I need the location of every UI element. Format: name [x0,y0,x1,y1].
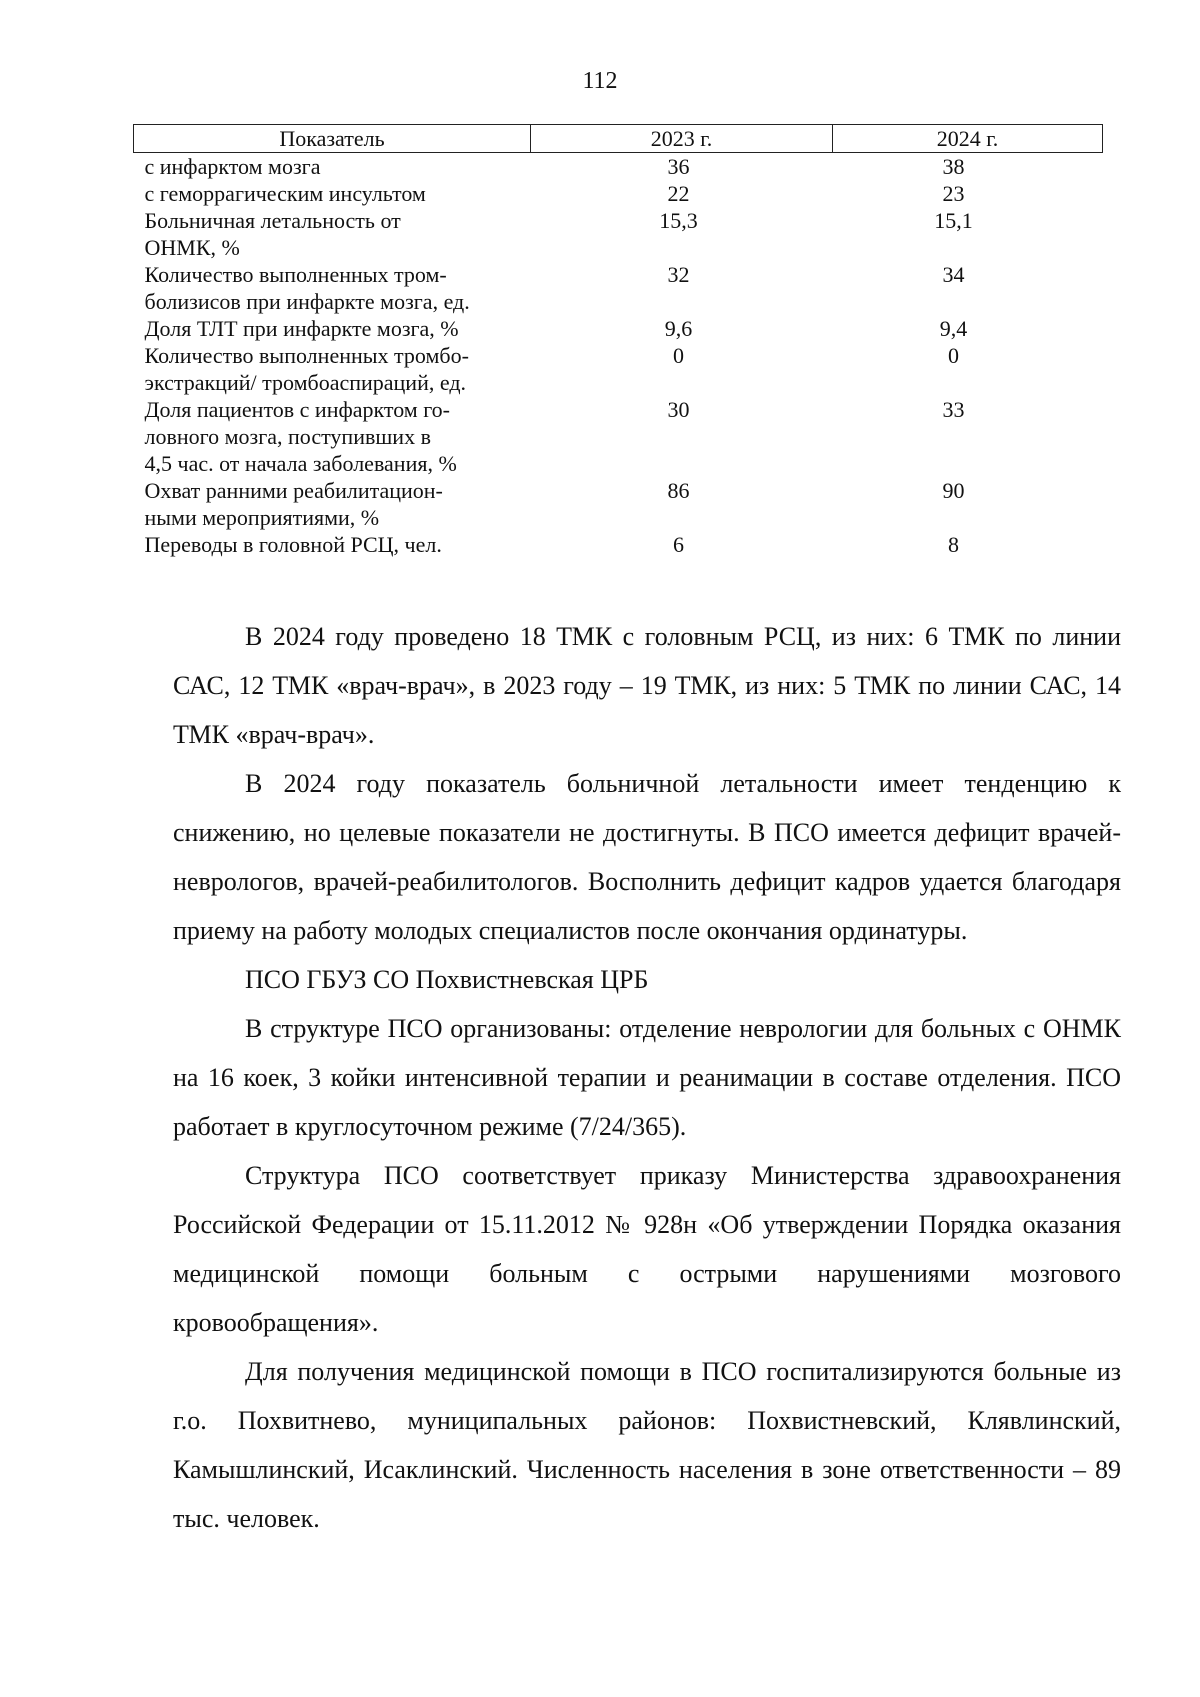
table-row [134,207,1103,261]
row-value-2024: 0 [948,343,959,368]
row-value-2023: 22 [667,181,690,206]
table-row [134,477,1103,531]
row-label: Больничная летальность от ОНМК, % [144,208,401,260]
row-label: с геморрагическим инсультом [144,181,426,206]
table-row [134,531,1103,558]
row-value-2023: 36 [667,154,690,179]
row-value-2023: 32 [667,262,690,287]
row-label: Доля пациентов с инфарктом го- ловного мозга, поступивших в 4,5 час. от начала заболевания, % [144,397,457,476]
table-row [134,315,1103,342]
row-value-2023: 15,3 [659,208,698,233]
section-heading: ПСО ГБУЗ СО Похвистневская ЦРБ [245,965,649,994]
table-header-row [134,125,1103,153]
header-2024: 2024 г. [833,125,1103,153]
row-value-2024: 34 [942,262,965,287]
header-indicator: Показатель [134,125,531,153]
table-row [134,180,1103,207]
row-label: Охват ранними реабилитацион- ными мероприятиями, % [144,478,443,530]
row-label: с инфарктом мозга [144,154,321,179]
table-row [134,342,1103,396]
row-value-2024: 90 [942,478,965,503]
indicators-table [133,124,1103,558]
row-value-2024: 8 [948,532,959,557]
header-2023: 2023 г. [531,125,833,153]
row-label: Переводы в головной РСЦ, чел. [144,532,442,557]
paragraph-tmk: В 2024 году проведено 18 ТМК с головным РСЦ, из них: 6 ТМК по линии САС, 12 ТМК «врач-врач», в 2023 году – 19 ТМК, из них: 5 ТМК по линии САС, 14 ТМК «врач-врач». [173,622,1121,749]
row-value-2023: 0 [673,343,684,368]
row-value-2023: 6 [673,532,684,557]
paragraph-population: Для получения медицинской помощи в ПСО госпитализируются больные из г.о. Похвитнево, муниципальных районов: Похвистневский, Клявлинский, Камышлинский, Исаклинский. Численность населения в зоне ответственности – 89 тыс. человек. [173,1357,1121,1533]
row-value-2023: 9,6 [664,316,693,341]
body-text [173,612,1121,1543]
row-value-2024: 9,4 [939,316,968,341]
row-label: Доля ТЛТ при инфаркте мозга, % [144,316,459,341]
row-value-2023: 86 [667,478,690,503]
table-row [134,396,1103,477]
table-row [134,261,1103,315]
row-value-2024: 15,1 [934,208,973,233]
row-value-2024: 23 [942,181,965,206]
row-value-2023: 30 [667,397,690,422]
page-number: 112 [582,68,618,94]
row-value-2024: 33 [942,397,965,422]
row-label: Количество выполненных тром- болизисов при инфаркте мозга, ед. [144,262,470,314]
paragraph-mortality: В 2024 году показатель больничной летальности имеет тенденцию к снижению, но целевые показатели не достигнуты. В ПСО имеется дефицит врачей-неврологов, врачей-реабилитологов. Восполнить дефицит кадров удается благодаря приему на работу молодых специалистов после окончания ординатуры. [173,769,1121,945]
table-row [134,153,1103,181]
paragraph-order: Структура ПСО соответствует приказу Министерства здравоохранения Российской Федерации от 15.11.2012 № 928н «Об утверждении Порядка оказания медицинской помощи больным с острыми нарушениями мозгового кровообращения». [173,1161,1121,1337]
row-value-2024: 38 [942,154,965,179]
paragraph-structure: В структуре ПСО организованы: отделение неврологии для больных с ОНМК на 16 коек, 3 койки интенсивной терапии и реанимации в составе отделения. ПСО работает в круглосуточном режиме (7/24/365). [173,1014,1121,1141]
row-label: Количество выполненных тромбо- экстракций/ тромбоаспираций, ед. [144,343,469,395]
